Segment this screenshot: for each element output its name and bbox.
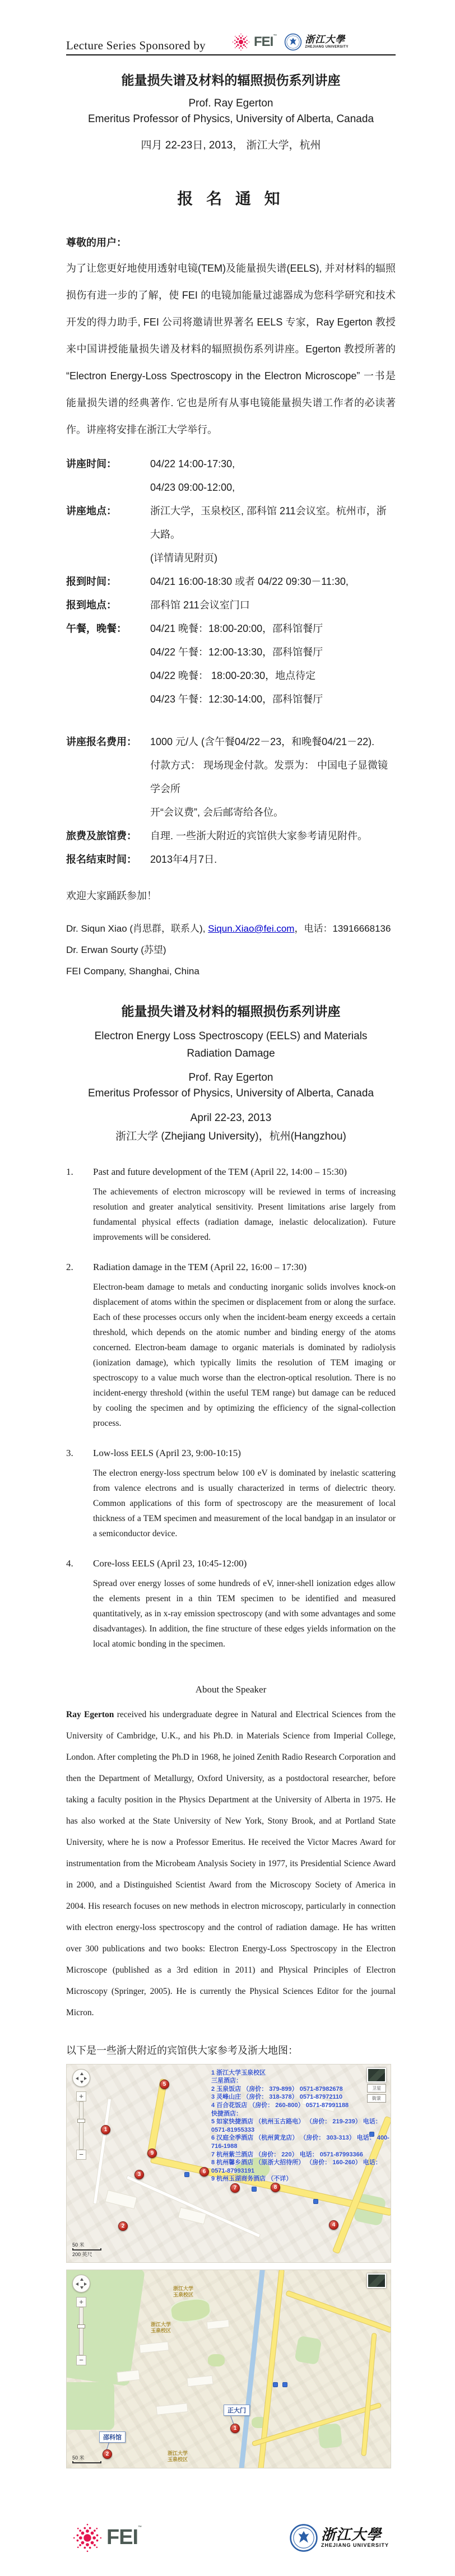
speaker-bio-name: Ray Egerton [66,1709,114,1719]
sports-field [169,2296,212,2324]
program-title-en: Electron Energy Loss Spectroscopy (EELS) and Materials Radiation Damage [94,1030,368,1060]
schedule-list [66,452,396,871]
contact-block [66,918,396,982]
scale-metric: 50 米 [72,2454,85,2461]
email-link[interactable]: Siqun.Xiao@fei.com [208,923,295,934]
about-heading: About the Speaker [195,1684,267,1695]
map-marker[interactable]: 2 [103,2449,112,2459]
streetview-button[interactable]: 街景 [367,2094,386,2103]
green-area [208,2354,225,2366]
map-view-switcher [367,2273,386,2288]
gate-label: 正大门 [224,2405,250,2416]
program-affiliation: Emeritus Professor of Physics, University of Alberta, Canada [87,1087,374,1099]
map-building [187,2375,213,2387]
footer [66,2522,396,2554]
zju-name-en: ZHEJIANG UNIVERSITY [305,45,349,49]
map-pan-control[interactable] [72,2275,90,2293]
zoom-in-button[interactable]: + [76,2297,86,2307]
zoom-out-button[interactable]: − [76,2150,86,2160]
zoom-slider[interactable] [79,2307,83,2355]
map-marker[interactable]: 6 [199,2167,209,2177]
speaker-name: Prof. Ray Egerton [188,97,273,109]
satellite-preview[interactable] [367,2273,386,2288]
date-venue: 四月 22-23日, 2013， 浙江大学，杭州 [141,140,321,151]
map-building [105,2189,137,2208]
map-marker[interactable]: 2 [118,2221,128,2231]
campus-area-label: 浙江大学 玉泉校区 [173,2285,194,2298]
scale-bar [72,2241,101,2258]
satellite-button[interactable]: 卫星 [367,2084,386,2093]
map-marker[interactable]: 3 [134,2170,144,2179]
hotel-map[interactable] [66,2064,391,2263]
bus-stop-icon [273,2382,278,2387]
schedule-row-deadline: 报名结束时间： 2013年4月7日. [66,854,217,865]
scale-bar [72,2454,101,2463]
speaker-bio: Ray Egerton received his undergraduate degree in Natural and Electrical Sciences from the University of Cambridge, U.K., and his Ph.D. in Materials Science from Imperial College, London. After completing the Ph.D in 1968, he joined Zenith Radio Research Corporation and then the Department of Metallurgy, Oxford University, as a postdoctoral researcher, before taking a faculty position in the Physics Department at the University of Alberta in 1975. He has also worked at the State University of New York, Stony Brook, and at Portland State University, where he is now a Professor Emeritus. He received the Victor Macres Award for instrumentation from the Microbeam Analysis Society in 1977, its Presidential Science Award in 2000, and a Distinguished Scientist Award from the Microscopy Society of America in 2004. His research focuses on new methods in electron microscopy, particularly in connection with electron energy-loss spectroscopy and the control of radiation damage. He has written over 300 publications and two books: Electron Energy-Loss Spectroscopy in the Electron Microscope (published as a 3rd edition in 2011) and Physical Principles of Electron Microscopy (Springer, 2005). He is currently the Physical Sciences Editor for the journal Micron. [66,1709,396,2017]
road-yugu-lu [147,2079,168,2157]
notice-heading: 报 名 通 知 [177,190,285,207]
program-title-cn: 能量损失谱及材料的辐照损伤系列讲座 [121,1004,341,1019]
zoom-slider-handle[interactable] [77,2119,85,2123]
zoom-slider[interactable] [79,2101,83,2150]
zoom-slider-handle[interactable] [77,2324,85,2328]
contact-line-2: Dr. Erwan Sourty (苏望) [66,945,166,955]
program-title-block [66,1001,396,1143]
map-marker[interactable]: 9 [147,2149,157,2158]
program-date: April 22-23, 2013 [190,1112,272,1124]
shaoke-hall-label: 邵科馆 [99,2431,126,2443]
notice-intro-paragraph: 为了让您更好地使用透射电镜(TEM)及能量损失谱(EELS), 并对材料的辐照损伤有进一步的了解，使 FEI 的电镜加能量过滤器成为您科学研究和技术开发的得力助手, FEI 公司将邀请世界著名 EELS 专家，Ray Egerton 教授来中国讲授能量损失谱及材料的辐照损伤系列讲座。Egerton 教授所著的 “Electron Energy-Loss Spectroscopy in the Electron Microscope” 一书是能量损失谱的经典著作. 它也是所有从事电镜能量损失谱工作者的必读著作。讲座将安排在浙江大学举行。 [66,263,396,435]
road-top-right [285,2290,391,2333]
map-marker[interactable]: 8 [271,2183,280,2192]
title-block [66,70,396,152]
map-building [117,2370,140,2382]
contact-line-1: Dr. Siqun Xiao (肖思群，联系人), Siqun.Xiao@fei.com，电话：13916668136 [66,923,391,934]
zju-seal-icon [289,2523,318,2552]
lecture-item-3: 3. Low-loss EELS (April 23, 9:00-10:15) The electron energy-loss spectrum below 100 eV is dominated by inelastic scattering from valence electrons and is usually characterized in terms of dielectric theory. Common applications of this form of spectroscopy are the measurement of local thickness of a TEM specimen and measurement of the local bandgap in an insulator or a semiconductor device. [66,1447,396,1538]
campus-area-label: 浙江大学 玉泉校区 [168,2450,188,2462]
fei-logo [231,32,276,52]
hotel-listing: 三星酒店： [211,2077,242,2085]
lecture-list [66,1166,396,1652]
bus-stop-icon [282,2382,287,2387]
schedule-row-checkin-place: 报到地点： 邵科馆 211会议室门口 [66,599,250,611]
map-marker[interactable]: 1 [101,2125,110,2135]
speaker-affiliation: Emeritus Professor of Physics, University of Alberta, Canada [87,113,374,125]
hotel-listing: 8 杭州馨乡酒店 （原浙大招待所） （房价： 160-260） 电话： 0571-87993191 [211,2159,382,2174]
fei-dots-icon [231,32,250,52]
minor-road [126,2175,261,2238]
zju-name-cn: 浙江大學 [305,34,346,45]
map-pan-control[interactable] [72,2069,90,2087]
header [66,32,396,55]
hotel-listings [211,2069,391,2183]
scale-line [72,2461,101,2463]
sponsor-logos [231,32,349,52]
map-marker[interactable]: 5 [160,2080,169,2089]
map-marker[interactable]: 7 [230,2183,240,2193]
hotel-listing: 6 汉庭全季酒店 （杭州黄龙店） （房价： 303-313） 电话： 400-716-1988 [211,2135,389,2150]
salutation: 尊敬的用户： [66,237,127,248]
scale-imperial: 200 英尺 [72,2251,92,2257]
green-area [294,2335,322,2365]
bus-stop-icon [313,2199,318,2204]
hotel-listing: 4 百合花饭店 （房价： 260-800） 0571-87991188 [211,2102,349,2109]
hotel-listing: 快捷酒店： [211,2110,242,2117]
sponsor-text: Lecture Series Sponsored by [66,39,206,52]
hotel-listing: 9 杭州玉湖商务酒店 （不详） [211,2175,292,2183]
contact-line-3: FEI Company, Shanghai, China [66,966,199,977]
lecture-item-1: 1. Past and future development of the TEM (April 22, 14:00 – 15:30) The achievements of electron microscopy will be reviewed in terms of increasing resolution and greater analytical sensitivity. Present limitations arise largely from fundamental physical effects (radiation damage, inelastic delocalization). Future improvements will be considered. [66,1166,396,1242]
road-far-right [361,2333,377,2456]
minor-road [93,2098,112,2204]
map-building [156,2403,188,2415]
map-building [206,2319,229,2329]
zju-seal-icon [284,33,302,51]
lecture-item-4: 4. Core-loss EELS (April 23, 10:45-12:00) Spread over energy losses of some hundreds of eV, inner-shell ionization edges allow the elements present in a thin TEM specimen to be identified and measured quantitatively, as in x-ray emission spectroscopy (and with some advantages and some disadvantages). In addition, the fine structure of these edges yields information on the local atomic bonding in the specimen. [66,1557,396,1649]
map-zoom-control [76,2297,86,2365]
lecture-item-2: 2. Radiation damage in the TEM (April 22, 16:00 – 17:30) Electron-beam damage to metals and conducting inorganic solids involves knock-on displacement of atoms within the specimen or displacement from or along the surface. Each of these processes occurs only when the incident-beam energy exceeds a certain threshold, which depends on the atomic number and binding energy of the atoms concerned. Electron-beam damage to organic materials is dominated by radiolysis (ionization damage), which typically limits the resolution of TEM imaging or spectroscopy to a value much worse than the electron-optical resolution. There is no incident-energy threshold (within the useful TEM range) but damage can be reduced by cooling the specimen and by optimizing the efficiency of the signal-collection process. [66,1261,396,1428]
green-area [66,2382,114,2430]
map-marker[interactable]: 1 [230,2424,240,2433]
green-area [318,2423,342,2449]
zju-name-en: ZHEJIANG UNIVERSITY [321,2542,389,2549]
bus-stop-icon [184,2172,189,2177]
trademark-symbol: ™ [273,34,277,38]
zju-logo-footer [289,2523,389,2552]
schedule-row-travel: 旅费及旅馆费： 自理. 一些浙大附近的宾馆供大家参考请见附件。 [66,830,368,841]
fei-wordmark: FEI™ [106,2526,142,2550]
hotel-listing: 2 玉泉饭店 （房价： 379-899） 0571-87982678 [211,2085,343,2093]
series-title-cn: 能量损失谱及材料的辐照损伤系列讲座 [121,73,341,87]
zoom-out-button[interactable]: − [76,2355,86,2365]
scale-metric: 50 米 [72,2242,85,2248]
map-zoom-control [76,2091,86,2160]
map-view-switcher [367,2068,386,2103]
program-speaker: Prof. Ray Egerton [188,1071,273,1084]
schedule-row-venue: 讲座地点： 浙江大学，玉泉校区, 邵科馆 211会议室。杭州市，浙大路。 (详情请见附页) [66,505,387,564]
maps-intro: 以下是一些浙大附近的宾馆供大家参考及浙大地图： [66,2044,298,2056]
fei-dots-icon [72,2522,103,2554]
hotel-listing: 5 如家快捷酒店 （杭州玉古路电） （房价： 219-239） 电话： 0571-81955333 [211,2118,382,2133]
hotel-listing: 1 浙江大学玉泉校区 [211,2069,266,2076]
zju-logo [284,33,349,51]
fei-logo-footer [72,2522,141,2554]
welcome-line: 欢迎大家踊跃参加！ [66,890,157,901]
schedule-row-time: 讲座时间： 04/22 14:00-17:30, 04/23 09:00-12:00, [66,458,235,493]
program-venue: 浙江大学 (Zhejiang University)，杭州(Hangzhou) [115,1130,346,1142]
schedule-row-checkin-time: 报到时间： 04/21 16:00-18:30 或者 04/22 09:30－11:30, [66,576,349,587]
campus-area-label: 浙江大学 玉泉校区 [151,2321,171,2333]
fei-wordmark: FEI™ [253,34,277,49]
map-building [139,2341,169,2353]
schedule-row-fee: 讲座报名费用： 1000 元/人 (含午餐04/22－23，和晚餐04/21－22). 付款方式： 现场现金付款。发票为： 中国电子显微镜学会所 开“会议费”, 会后邮寄给各位。 [66,736,388,818]
satellite-preview[interactable] [367,2068,386,2082]
map-marker[interactable]: 4 [329,2220,338,2230]
trademark-symbol: ™ [138,2526,142,2530]
hotel-listing: 3 灵峰山庄 （房价： 318-378） 0571-87972110 [211,2094,343,2101]
schedule-row-meals: 午餐，晚餐： 04/21 晚餐：18:00-20:00，邵科馆餐厅 04/22 午餐：12:00-13:30，邵科馆餐厅 04/22 晚餐： 18:00-20:30，地点待定 04/23 午餐：12:30-14:00，邵科馆餐厅 [66,623,323,705]
zju-name-cn: 浙江大學 [321,2526,382,2544]
campus-map[interactable] [66,2270,391,2468]
bus-stop-icon [252,2187,257,2192]
zoom-in-button[interactable]: + [76,2091,86,2101]
hotel-listing: 7 杭州紫兰酒店 （房价： 220） 电话： 0571-87993366 [211,2151,363,2158]
